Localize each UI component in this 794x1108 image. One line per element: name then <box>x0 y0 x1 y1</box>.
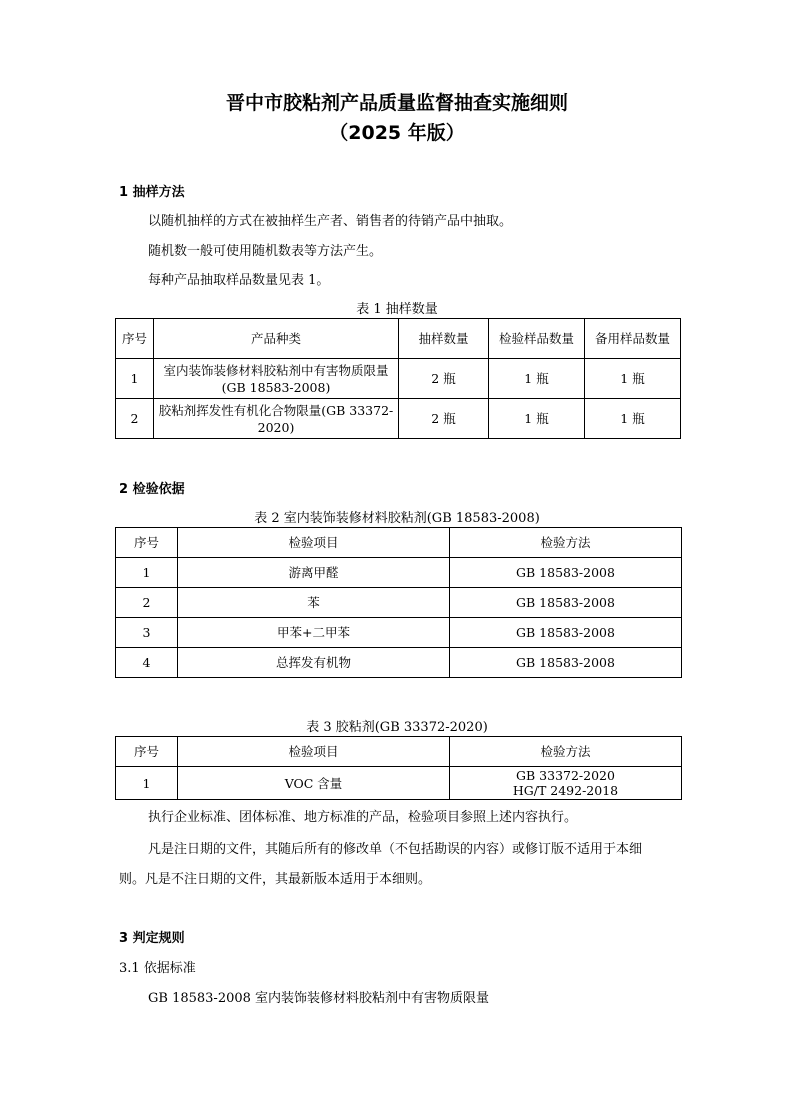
table-header-row <box>116 737 682 767</box>
table-header-cell: 抽样数量 <box>399 319 489 359</box>
table-cell: 室内装饰装修材料胶粘剂中有害物质限量(GB 18583-2008) <box>154 359 399 399</box>
table-cell: GB 18583-2008 <box>450 618 682 648</box>
section-1-heading: 1 抽样方法 <box>119 185 185 200</box>
table-cell: 甲苯+二甲苯 <box>178 618 450 648</box>
table-cell: GB 18583-2008 <box>450 648 682 678</box>
table-cell: 1 瓶 <box>489 399 585 439</box>
table-cell <box>450 767 682 800</box>
table-cell: 总挥发有机物 <box>178 648 450 678</box>
table-header-cell: 检验方法 <box>450 528 682 558</box>
table-cell: 2 瓶 <box>399 399 489 439</box>
method-line: HG/T 2492-2018 <box>512 783 619 798</box>
table-header-cell: 检验方法 <box>450 737 682 767</box>
table-cell: VOC 含量 <box>178 767 450 800</box>
document-title-year: （2025 年版） <box>329 122 465 144</box>
table-3-caption: 表 3 胶粘剂(GB 33372-2020) <box>306 720 488 735</box>
method-line: GB 33372-2020 <box>516 768 615 783</box>
table-cell: 胶粘剂挥发性有机化合物限量(GB 33372-2020) <box>154 399 399 439</box>
table-cell: 2 瓶 <box>399 359 489 399</box>
table-header-cell: 检验项目 <box>178 528 450 558</box>
table-2-inspection-items <box>115 527 682 678</box>
table-cell: 1 <box>116 767 178 800</box>
table-cell: 1 瓶 <box>585 399 681 439</box>
table-1-sampling-quantity <box>115 318 681 439</box>
table-3-inspection-items <box>115 736 682 800</box>
section-2-heading: 2 检验依据 <box>119 482 185 497</box>
table-cell: 1 瓶 <box>585 359 681 399</box>
table-row <box>116 767 682 800</box>
table-cell: 1 <box>116 558 178 588</box>
table-2-caption: 表 2 室内装饰装修材料胶粘剂(GB 18583-2008) <box>254 511 540 526</box>
table-row <box>116 558 682 588</box>
table-cell: 1 <box>116 359 154 399</box>
table-header-cell: 备用样品数量 <box>585 319 681 359</box>
table-cell: 苯 <box>178 588 450 618</box>
section-3-1-heading: 3.1 依据标准 <box>119 961 196 976</box>
note-paragraph-1: 执行企业标准、团体标准、地方标准的产品，检验项目参照上述内容执行。 <box>148 810 578 825</box>
document-title: 晋中市胶粘剂产品质量监督抽查实施细则 <box>225 92 568 114</box>
table-cell: 3 <box>116 618 178 648</box>
table-cell: 游离甲醛 <box>178 558 450 588</box>
table-cell: GB 18583-2008 <box>450 588 682 618</box>
sec1-paragraph-3: 每种产品抽取样品数量见表 1。 <box>148 273 330 288</box>
standard-reference: GB 18583-2008 室内装饰装修材料胶粘剂中有害物质限量 <box>148 991 490 1006</box>
table-row <box>116 359 681 399</box>
table-cell: 2 <box>116 588 178 618</box>
table-row <box>116 399 681 439</box>
table-header-cell: 检验样品数量 <box>489 319 585 359</box>
table-header-cell: 检验项目 <box>178 737 450 767</box>
table-header-cell: 产品种类 <box>154 319 399 359</box>
table-header-cell: 序号 <box>116 319 154 359</box>
table-cell: GB 18583-2008 <box>450 558 682 588</box>
table-header-row <box>116 528 682 558</box>
table-header-cell: 序号 <box>116 737 178 767</box>
section-3-heading: 3 判定规则 <box>119 931 185 946</box>
table-cell: 2 <box>116 399 154 439</box>
note-paragraph-2-line-1: 凡是注日期的文件，其随后所有的修改单（不包括勘误的内容）或修订版不适用于本细 <box>148 842 643 857</box>
table-row <box>116 648 682 678</box>
note-paragraph-2-line-2: 则。凡是不注日期的文件，其最新版本适用于本细则。 <box>119 872 432 887</box>
table-row <box>116 588 682 618</box>
table-header-cell: 序号 <box>116 528 178 558</box>
table-cell: 1 瓶 <box>489 359 585 399</box>
table-1-caption: 表 1 抽样数量 <box>356 302 438 317</box>
table-cell: 4 <box>116 648 178 678</box>
sec1-paragraph-2: 随机数一般可使用随机数表等方法产生。 <box>148 244 383 259</box>
sec1-paragraph-1: 以随机抽样的方式在被抽样生产者、销售者的待销产品中抽取。 <box>148 214 513 229</box>
table-row <box>116 618 682 648</box>
table-header-row <box>116 319 681 359</box>
